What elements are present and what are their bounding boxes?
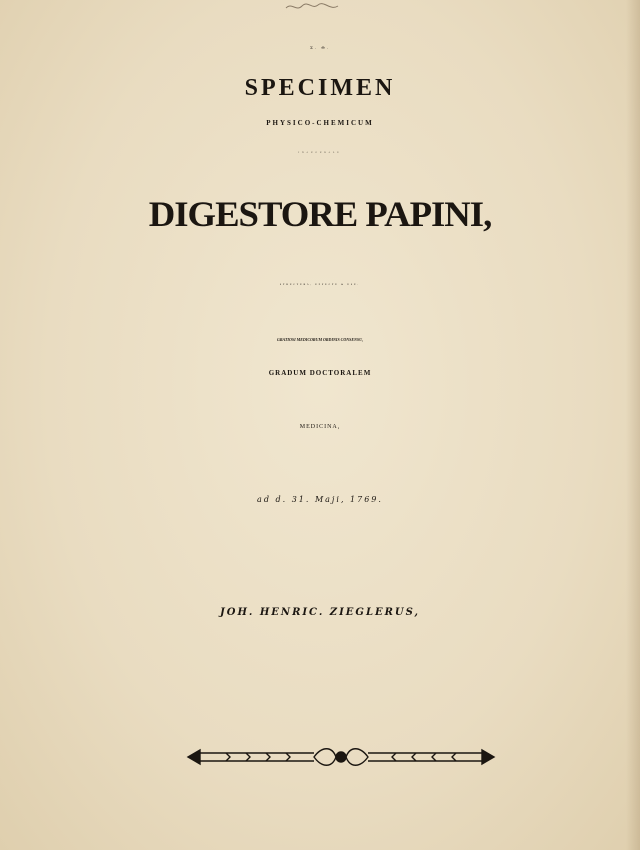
inaugurale-line: INAUGURALE: [298, 152, 342, 154]
pencil-mark-icon: [282, 0, 342, 14]
ornament-rule-icon: [186, 744, 496, 770]
sigma-theta-line: Σ. Θ.: [310, 45, 330, 50]
structura-line: STRUCTURA, EFFECTU & USU.: [280, 284, 360, 286]
date-line: ad d. 31. Maji, 1769.: [257, 495, 383, 504]
author-name: JOH. HENRIC. ZIEGLERUS,: [220, 607, 420, 618]
physico-chemicum-heading: PHYSICO-CHEMICUM: [266, 119, 374, 127]
medicina-line: MEDICINA,: [299, 424, 341, 430]
gradum-doctoralem-line: GRADUM DOCTORALEM: [268, 369, 372, 377]
gratiosi-line: GRATIOSI MEDICORUM ORDINIS CONSENSU,: [276, 337, 364, 342]
specimen-heading: SPECIMEN: [244, 75, 396, 101]
main-title: DIGESTORE PAPINI,: [148, 194, 492, 234]
